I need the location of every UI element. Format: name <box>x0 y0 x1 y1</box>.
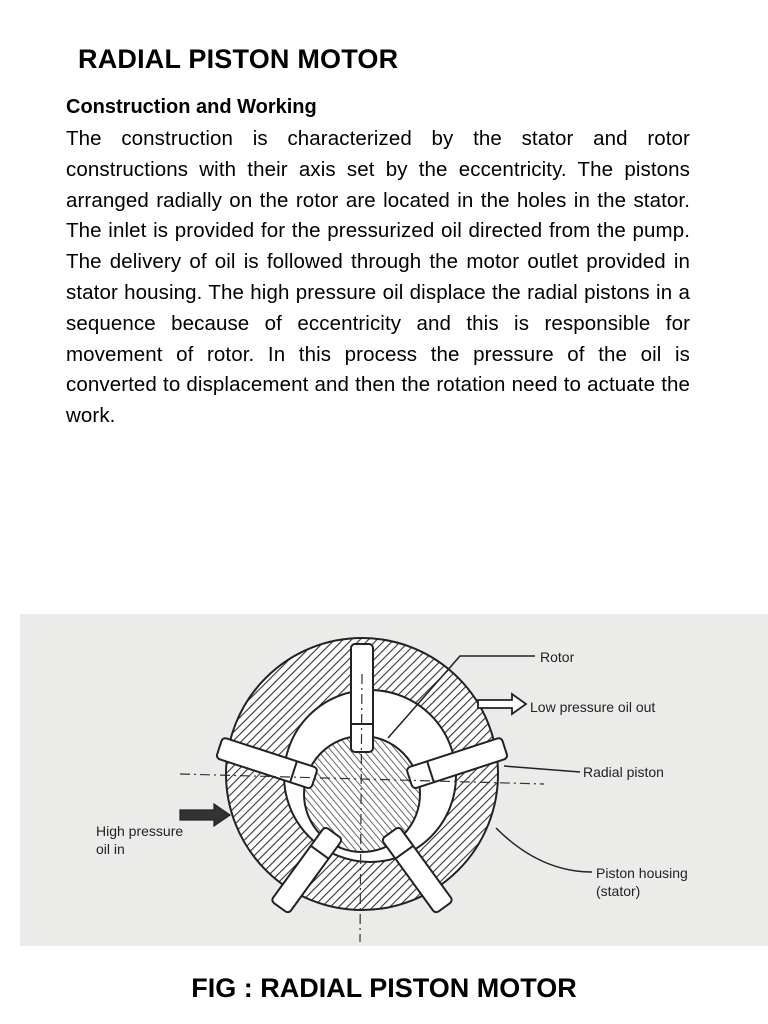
low-pressure-out-arrow <box>478 694 526 714</box>
high-pressure-in-arrow <box>180 804 230 826</box>
page-title: RADIAL PISTON MOTOR <box>78 44 399 74</box>
high-pressure-label-line2: oil in <box>96 841 125 857</box>
radial-piston-motor-figure <box>20 614 768 946</box>
figure-caption: FIG : RADIAL PISTON MOTOR <box>191 973 577 1003</box>
piston-housing-label-line1: Piston housing <box>596 865 688 881</box>
piston-housing-label-line2: (stator) <box>596 883 641 899</box>
radial-piston-label: Radial piston <box>583 764 664 780</box>
radial-piston-leader <box>504 766 580 772</box>
body-paragraph: The construction is characterized by the stator and rotor constructions with their axis set by the eccentricity. The pistons arranged radially on the rotor are located in the holes in the stator. The inlet is provided for the pressurized oil directed from the pump. The delivery of oil is followed through the motor outlet provided in stator housing. The high pressure oil displace the radial pistons in a sequence because of eccentricity and this is responsible for movement of rotor. In this process the pressure of the oil is converted to displacement and then the rotation need to actuate the work. <box>66 127 690 428</box>
high-pressure-label-line1: High pressure <box>96 823 184 839</box>
low-pressure-out-label: Low pressure oil out <box>530 699 656 715</box>
piston-housing-leader <box>496 828 592 872</box>
motor-diagram <box>20 614 768 946</box>
section-heading: Construction and Working <box>66 96 317 118</box>
rotor-label: Rotor <box>540 649 575 665</box>
